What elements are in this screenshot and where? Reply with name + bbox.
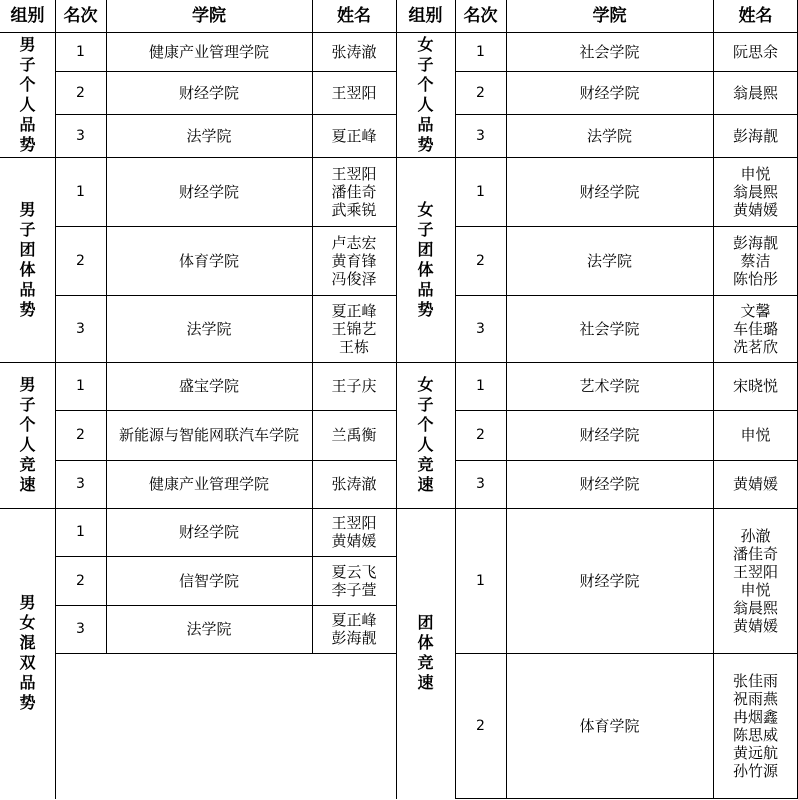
name-cell: 孙澈 潘佳奇 王翌阳 申悦 翁晨熙 黄婧媛 [732, 526, 778, 635]
rank-cell: 3 [476, 476, 485, 492]
column-divider [55, 0, 56, 799]
name-cell: 宋晓悦 [732, 377, 778, 395]
college-cell: 法学院 [586, 251, 632, 270]
rank-cell: 2 [76, 572, 85, 589]
rank-cell: 2 [476, 84, 485, 101]
rank-cell: 1 [476, 378, 485, 394]
name-cell: 阮思余 [732, 42, 778, 61]
left-group-cell: 男 子 个 人 竞 速 [19, 375, 36, 494]
column-divider [106, 0, 107, 654]
rank-cell: 1 [76, 183, 85, 200]
name-cell: 夏云飞 李子萱 [331, 562, 377, 599]
college-cell: 财经学院 [178, 182, 239, 201]
rank-cell: 2 [476, 427, 485, 443]
right-header-group: 组别 [408, 6, 443, 26]
name-cell: 王翌阳 潘佳奇 武乘锐 [331, 164, 377, 219]
rank-cell: 1 [476, 183, 485, 200]
college-cell: 财经学院 [579, 182, 640, 201]
rank-cell: 1 [476, 43, 485, 60]
name-cell: 彭海靓 蔡洁 陈怡彤 [732, 233, 778, 288]
name-cell: 夏正峰 彭海靓 [331, 611, 377, 647]
right-group-cell: 女 子 个 人 品 势 [417, 34, 434, 154]
rank-cell: 1 [76, 524, 85, 540]
rank-cell: 1 [76, 43, 85, 60]
college-cell: 体育学院 [178, 251, 239, 270]
college-cell: 财经学院 [579, 475, 640, 493]
name-cell: 夏正峰 [331, 126, 377, 145]
right-header-name: 姓名 [738, 6, 773, 26]
rank-cell: 2 [76, 252, 85, 269]
rank-cell: 3 [76, 476, 85, 492]
column-divider [312, 0, 313, 654]
college-cell: 盛宝学院 [178, 377, 239, 395]
rank-cell: 3 [76, 320, 85, 337]
right-group-cell: 团 体 竞 速 [417, 613, 434, 692]
name-cell: 王翌阳 黄婧媛 [331, 514, 377, 550]
name-cell: 张佳雨 祝雨燕 冉烟鑫 陈思威 黄远航 孙竹源 [732, 671, 778, 780]
left-header-name: 姓名 [337, 6, 371, 26]
college-cell: 体育学院 [579, 716, 640, 735]
rank-cell: 1 [476, 572, 485, 589]
name-cell: 卢志宏 黄育锋 冯俊泽 [331, 233, 377, 288]
college-cell: 财经学院 [178, 83, 239, 102]
left-header-rank: 名次 [63, 6, 98, 26]
left-group-cell: 男 女 混 双 品 势 [19, 593, 36, 712]
name-cell: 兰禹衡 [331, 426, 377, 444]
name-cell: 申悦 翁晨熙 黄婧媛 [732, 164, 778, 219]
college-cell: 法学院 [186, 319, 232, 338]
college-cell: 健康产业管理学院 [148, 42, 269, 61]
group-divider [0, 508, 56, 509]
college-cell: 法学院 [186, 620, 232, 638]
college-cell: 新能源与智能网联汽车学院 [118, 426, 299, 444]
college-cell: 健康产业管理学院 [148, 475, 269, 493]
rank-cell: 2 [476, 717, 485, 734]
group-divider [396, 157, 456, 158]
right-group-cell: 女 子 个 人 竞 速 [417, 375, 434, 494]
college-cell: 社会学院 [579, 319, 640, 338]
rank-cell: 2 [476, 252, 485, 269]
column-divider [713, 0, 714, 799]
name-cell: 张涛澈 [331, 475, 377, 493]
name-cell: 申悦 [740, 426, 771, 444]
name-cell: 黄婧媛 [732, 475, 778, 493]
name-cell: 彭海靓 [732, 126, 778, 145]
left-header-college: 学院 [192, 6, 226, 26]
name-cell: 文馨 车佳璐 冼茗欣 [732, 301, 778, 356]
column-divider [455, 0, 456, 799]
rank-cell: 1 [76, 378, 85, 394]
college-cell: 财经学院 [579, 83, 640, 102]
rank-cell: 2 [76, 427, 85, 443]
name-cell: 王翌阳 [331, 83, 377, 102]
rank-cell: 3 [76, 621, 85, 637]
group-divider [0, 157, 56, 158]
college-cell: 财经学院 [178, 523, 239, 541]
name-cell: 张涛澈 [331, 42, 377, 61]
group-divider [396, 508, 456, 509]
college-cell: 法学院 [586, 126, 632, 145]
group-divider [0, 362, 56, 363]
right-header-rank: 名次 [463, 6, 498, 26]
right-header-college: 学院 [592, 6, 627, 26]
right-group-cell: 女 子 团 体 品 势 [417, 199, 434, 319]
left-header-group: 组别 [10, 6, 45, 26]
college-cell: 法学院 [186, 126, 232, 145]
rank-cell: 3 [476, 320, 485, 337]
center-divider [396, 0, 397, 799]
rank-cell: 3 [76, 127, 85, 144]
college-cell: 社会学院 [579, 42, 640, 61]
college-cell: 财经学院 [579, 571, 640, 590]
name-cell: 夏正峰 王锦艺 王栋 [331, 301, 377, 356]
name-cell: 翁晨熙 [732, 83, 778, 102]
college-cell: 财经学院 [579, 426, 640, 444]
column-divider [506, 0, 507, 799]
college-cell: 信智学院 [178, 571, 239, 590]
name-cell: 王子庆 [331, 377, 377, 395]
left-group-cell: 男 子 个 人 品 势 [19, 34, 36, 154]
college-cell: 艺术学院 [579, 377, 640, 395]
header-divider [0, 32, 798, 33]
rank-cell: 2 [76, 84, 85, 101]
rank-cell: 3 [476, 127, 485, 144]
group-divider [396, 362, 456, 363]
left-group-cell: 男 子 团 体 品 势 [19, 199, 36, 319]
